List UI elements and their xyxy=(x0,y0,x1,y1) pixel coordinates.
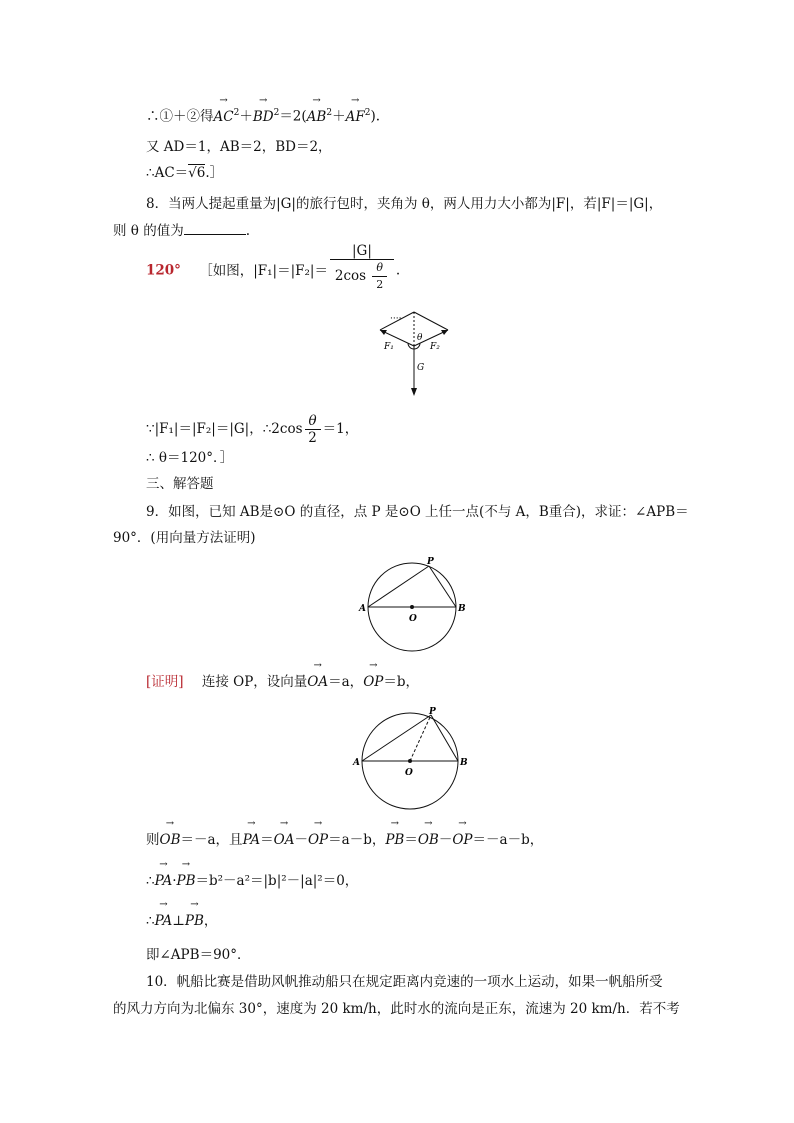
label-b: B xyxy=(460,758,468,768)
arrowhead xyxy=(411,388,417,396)
text: ∴AC＝ xyxy=(146,165,189,181)
text: . xyxy=(245,223,251,239)
proof-line-3 xyxy=(146,871,358,891)
circle-figure-2 xyxy=(348,705,473,813)
text: 2 xyxy=(376,278,384,291)
text-line-2: 又 AD＝1，AB＝2，BD＝2， xyxy=(146,139,332,155)
answer-value: 120° xyxy=(146,262,181,279)
vector-ob: → OB xyxy=(418,830,439,850)
vector-pb: → PB xyxy=(385,830,404,850)
question-8-line-2 xyxy=(113,220,250,241)
vector-bd: → BD xyxy=(253,107,274,127)
text: ∴①＋②得 xyxy=(146,108,214,125)
diagram-line xyxy=(414,312,448,330)
vector-op: → OP xyxy=(308,830,328,850)
f1-label: F₁ xyxy=(384,342,394,352)
fraction xyxy=(305,413,321,446)
text: ＝a， xyxy=(328,674,364,690)
proof-label: [证明] xyxy=(146,674,184,690)
question-9-line-2: 90°．(用向量方法证明) xyxy=(113,530,256,546)
sqrt-value: √6 xyxy=(188,165,206,181)
question-10-line-1: 10．帆船比赛是借助风帆推动船只在规定距离内竞速的一项水上运动，如果一帆船所受 xyxy=(146,974,663,990)
text: 则 θ 的值为 xyxy=(113,223,184,239)
text: ＝1， xyxy=(322,421,359,437)
vector-ob: → OB xyxy=(160,830,181,850)
vector-pa: → PA xyxy=(155,871,173,891)
text: .］ xyxy=(205,165,224,181)
f2-label: F₂ xyxy=(430,342,440,352)
text: 则 xyxy=(146,832,160,848)
label-o: O xyxy=(409,614,417,624)
vector-pb: → PB xyxy=(185,911,204,931)
vector-op: → OP xyxy=(452,830,472,850)
vector-af: → AF xyxy=(346,107,365,127)
vector-pa: → PA xyxy=(155,911,173,931)
vector-ab: → AB xyxy=(307,107,327,127)
vector-oa: → OA xyxy=(307,672,328,692)
fraction-denominator xyxy=(330,260,394,293)
answer-8-line-2 xyxy=(146,413,358,446)
dot-label: ···· xyxy=(390,314,402,324)
label-b: B xyxy=(458,604,466,614)
vector-ac: → AC xyxy=(214,107,234,127)
question-10-line-2: 的风力方向为北偏东 30°，速度为 20 km/h，此时水的流向是正东，流速为 20 km/h．若不考 xyxy=(113,1001,680,1017)
fraction-numerator: |G| xyxy=(330,243,394,260)
center-point xyxy=(410,605,414,609)
text-line-3 xyxy=(146,163,223,183)
question-9-line-1: 9．如图，已知 AB是⊙O 的直径，点 P 是⊙O 上任一点(不与 A，B重合)，求证：∠APB＝ xyxy=(146,504,689,520)
segment-pb xyxy=(429,566,456,607)
text: ＝2( xyxy=(279,108,307,125)
vector-pa: → PA xyxy=(243,830,261,850)
label-a: A xyxy=(353,758,360,768)
vector-op: → OP xyxy=(363,672,383,692)
fraction xyxy=(330,243,394,293)
section-heading: 三、解答题 xyxy=(146,476,214,492)
text: － xyxy=(438,832,453,848)
answer-blank xyxy=(184,220,246,235)
text: θ xyxy=(372,260,387,277)
text: ＝a－b， xyxy=(328,832,386,848)
label-p: P xyxy=(427,557,434,567)
text: ＝b， xyxy=(383,674,419,690)
text: ［如图，|F₁|＝|F₂|＝ xyxy=(199,262,328,279)
theta-label: θ xyxy=(417,333,423,343)
text: ). xyxy=(370,108,380,125)
text: ＝ xyxy=(260,832,274,848)
question-8-line-1: 8．当两人提起重量为|G|的旅行包时，夹角为 θ，两人用力大小都为|F|，若|F|＝|G|， xyxy=(146,196,663,212)
inner-fraction xyxy=(372,260,387,293)
segment-pb xyxy=(431,715,458,761)
text-line-1: ∴①＋②得→ $AC^2+\to BD^2=2(\to AB^2+\to AF^2)$. xyxy=(146,103,380,127)
text: ⊥ xyxy=(172,913,185,929)
text: ∴ xyxy=(146,873,155,889)
text: － xyxy=(294,832,308,848)
text: ∵|F₁|＝|F₂|＝|G|，∴2cos xyxy=(146,421,303,437)
text: ＋ xyxy=(239,108,253,125)
force-diagram xyxy=(370,300,460,400)
text: . xyxy=(395,262,401,279)
vector-oa: → OA xyxy=(274,830,295,850)
circle-figure-1 xyxy=(355,555,470,660)
text: ＝－a，且 xyxy=(180,832,243,848)
text: ∴ xyxy=(146,913,155,929)
label-a: A xyxy=(359,604,366,614)
segment-ap xyxy=(368,566,429,607)
text: · xyxy=(172,873,177,889)
label-o: O xyxy=(405,768,413,778)
proof-line-4 xyxy=(146,911,217,931)
text: 2cos xyxy=(334,268,367,284)
answer-8-line-1 xyxy=(146,243,401,293)
text: ＝－a－b， xyxy=(472,832,544,848)
label-p: P xyxy=(429,707,436,717)
center-point xyxy=(408,759,412,763)
vector-pb: → PB xyxy=(176,871,195,891)
fraction-denominator: 2 xyxy=(308,430,317,446)
text: ， xyxy=(203,913,218,929)
fraction-numerator: θ xyxy=(305,413,321,430)
g-label: G xyxy=(417,363,425,373)
text: 连接 OP，设向量 xyxy=(201,674,308,690)
text: ＝ xyxy=(404,832,418,848)
answer-8-line-3: ∴ θ＝120°．］ xyxy=(146,450,234,466)
proof-line-1 xyxy=(146,672,419,692)
proof-line-2 xyxy=(146,830,543,850)
proof-line-5: 即∠APB＝90°． xyxy=(146,947,251,963)
text: ＋ xyxy=(332,108,346,125)
text: ＝b²－a²＝|b|²－|a|²＝0， xyxy=(195,873,359,889)
